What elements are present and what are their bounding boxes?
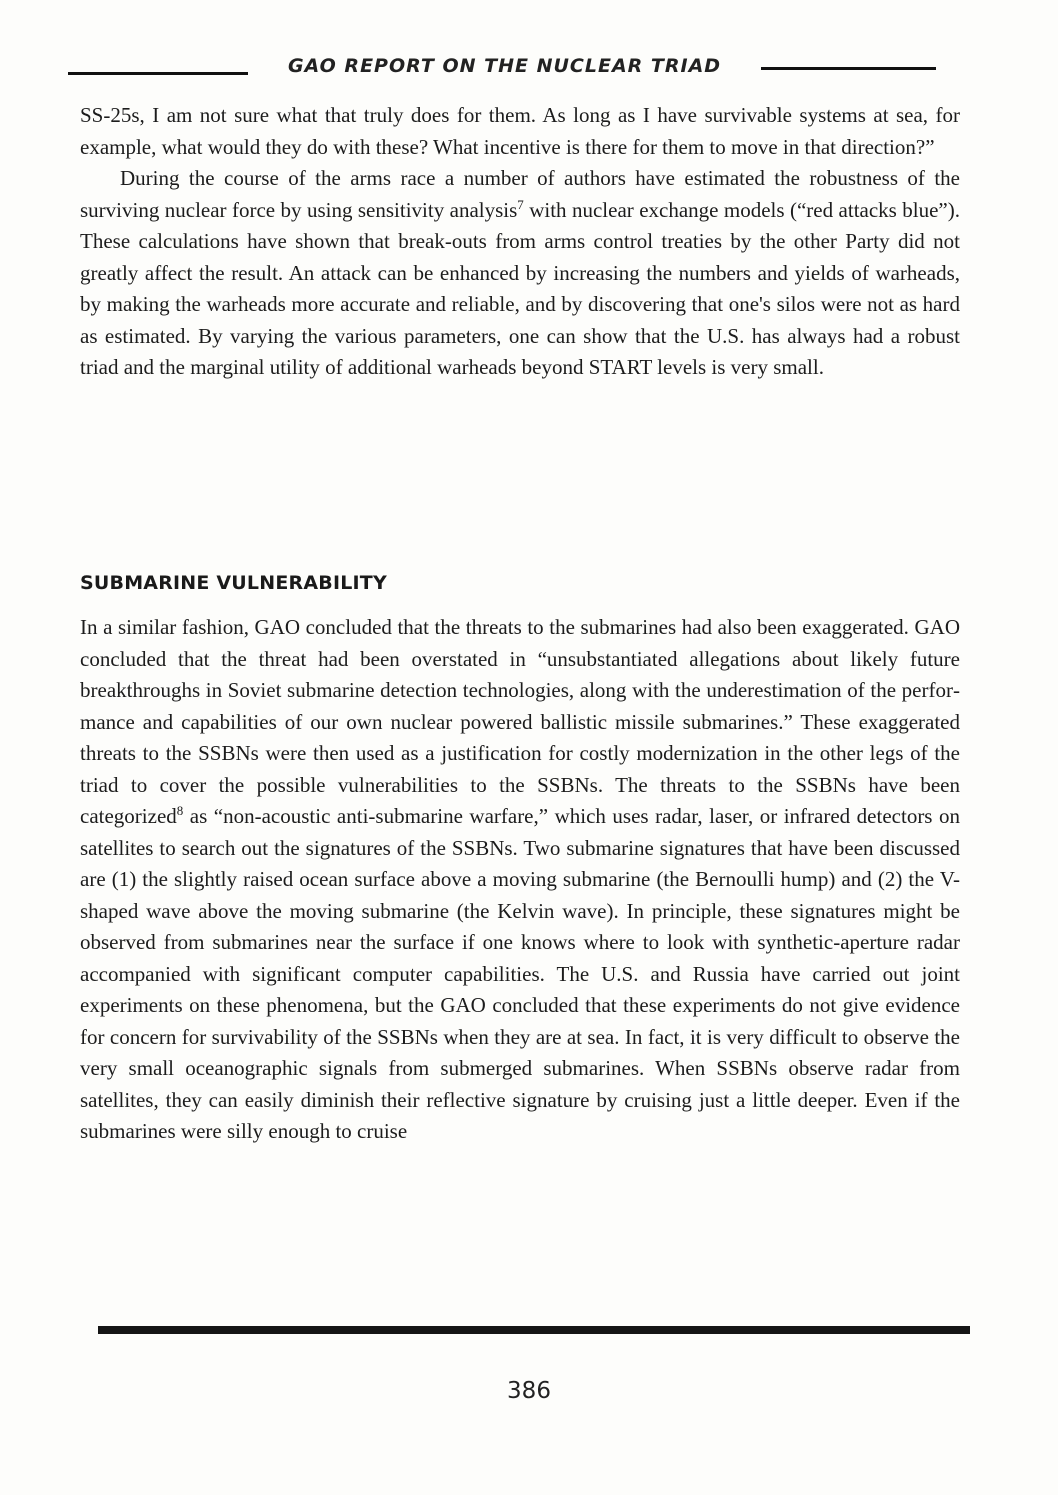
running-head-rule-left: [68, 72, 248, 75]
intro-paragraph-1: SS-25s, I am not sure what that truly does for them. As long as I have survivable systems at sea, for example, what would they do with these? What incentive is there for them to move in that direction?”: [80, 103, 960, 159]
section-paragraph-text-a: In a similar fashion, GAO concluded that the threats to the submarines had also been exaggerated. GAO concluded that the threat had been overstated in “unsubstantiated allegations about likely future breakthroughs in Soviet submarine detection technologies, along with the underestimation of the performance and capabilities of our own nuclear powered ballistic missile submarines.” These exaggerated threats to the SSBNs were then used as a justification for costly modernization in the other legs of the triad to cover the possible vulnerabilities to the SSBNs. The threats to the SSBNs have been categorized: [80, 615, 960, 828]
intro-paragraph-2-text-b: with nuclear exchange models (“red attacks blue”). These calculations have shown that break-outs from arms control treaties by the other Party did not greatly affect the result. An attack can be enhanced by increasing the numbers and yields of warheads, by making the warheads more accurate and reliable, and by discovering that one's silos were not as hard as estimated. By varying the various parameters, one can show that the U.S. has always had a robust triad and the marginal utility of additional warheads beyond START levels is very small.: [80, 197, 960, 379]
footnote-ref-7: 7: [517, 196, 524, 212]
section-paragraph-text-b: as “non-acoustic anti-submarine warfare,” which uses radar, laser, or infrared detectors on satellites to search out the signatures of the SSBNs. Two submarine signatures that have been discussed are (1) the slightly raised ocean surface above a moving submarine (the Bernoulli hump) and (2) the V-shaped wave above the moving submarine (the Kelvin wave). In principle, these signatures might be observed from submarines near the surface if one knows where to look with synthetic-aperture radar accompanied with significant computer capabilities. The U.S. and Russia have carried out joint experiments on these phenomena, but the GAO concluded that these experiments do not give evidence for concern for survivability of the SSBNs when they are at sea. In fact, it is very difficult to observe the very small oceanographic signals from submerged submarines. When SSBNs observe radar from satellites, they can easily diminish their reflective signature by cruising just a little deeper. Even if the submarines were silly enough to cruise: [80, 804, 960, 1143]
intro-text: [80, 100, 960, 384]
section-heading: SUBMARINE VULNERABILITY: [80, 572, 387, 594]
running-head: [68, 48, 936, 84]
footer-rule: [98, 1326, 970, 1334]
footnote-ref-8: 8: [176, 803, 184, 818]
intro-paragraph-2-text-a: During the course of the arms race a number of authors have estimated the robustness of the surviving nuclear force by using sensitivity analysis: [80, 166, 960, 222]
section-paragraph: [80, 612, 960, 1148]
running-head-rule-right: [761, 67, 936, 70]
running-head-title: GAO REPORT ON THE NUCLEAR TRIAD: [287, 55, 722, 77]
page-number: 386: [507, 1378, 551, 1404]
intro-paragraph-2: [80, 163, 960, 384]
section-body: [80, 612, 960, 1148]
